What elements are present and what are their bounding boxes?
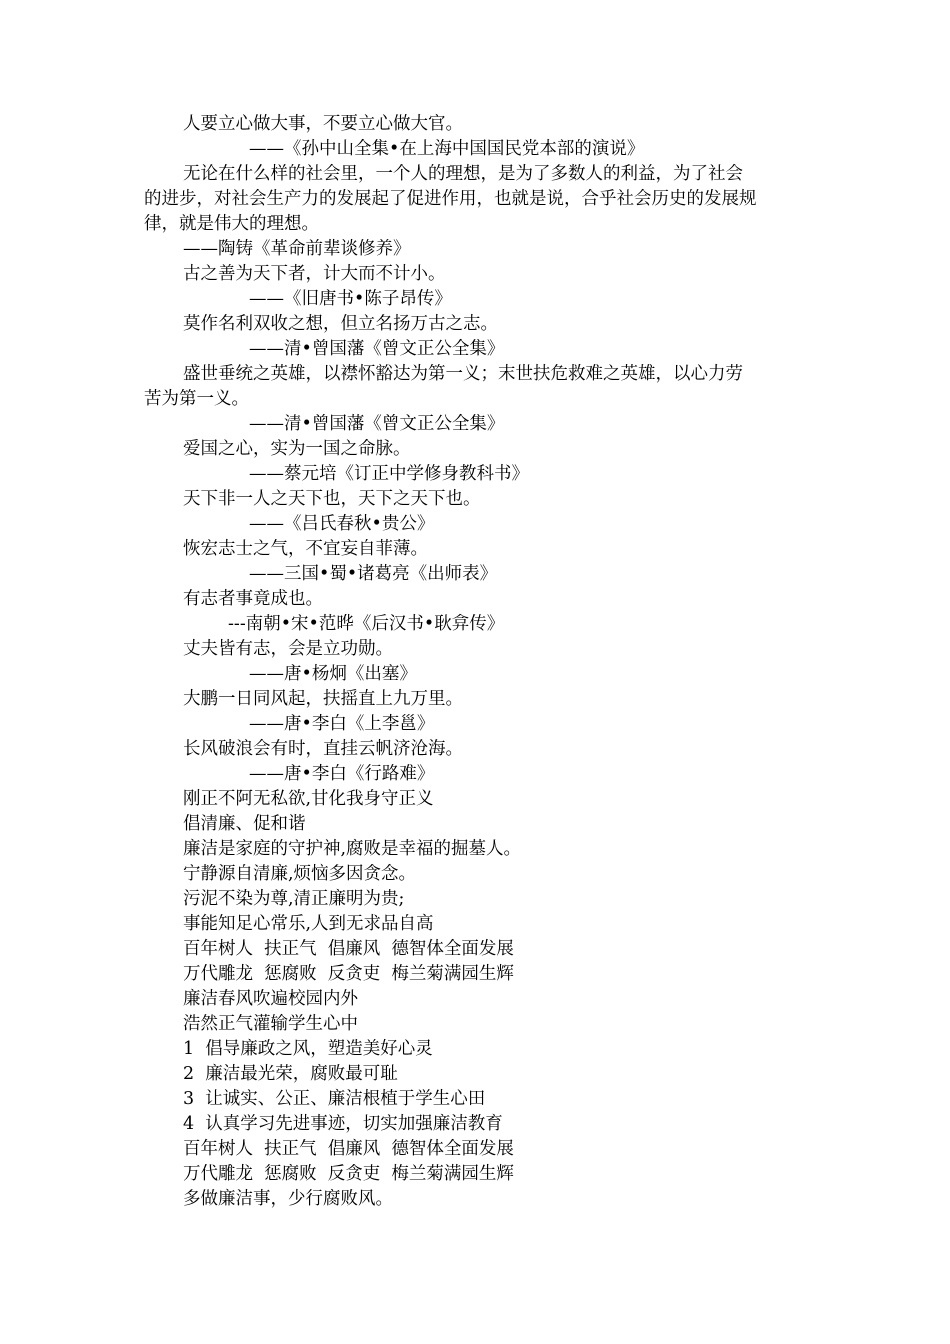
quote-line: 古之善为天下者，计大而不计小。: [183, 264, 446, 284]
quote-line: 莫作名利双收之想，但立名扬万古之志。: [183, 314, 498, 334]
quote-line: 刚正不阿无私欲,甘化我身守正义: [183, 789, 434, 809]
source-attribution: ——三国•蜀•诸葛亮《出师表》: [249, 564, 498, 584]
source-attribution: ——唐•杨炯《出塞》: [249, 664, 417, 684]
quote-line: 廉洁春风吹遍校园内外: [183, 989, 358, 1009]
quote-line: 丈夫皆有志，会是立功勋。: [183, 639, 393, 659]
quote-line: 3 让诚实、公正、廉洁根植于学生心田: [183, 1089, 486, 1109]
quote-line: 爱国之心，实为一国之命脉。: [183, 439, 411, 459]
document-body: [0, 112, 950, 1212]
quote-line: 宁静源自清廉,烦恼多因贪念。: [183, 864, 417, 884]
source-attribution: ——蔡元培《订正中学修身教科书》: [249, 464, 529, 484]
source-attribution: ——唐•李白《上李邕》: [249, 714, 435, 734]
quote-line: 4 认真学习先进事迹，切实加强廉洁教育: [183, 1114, 503, 1134]
quote-line: 天下非一人之天下也，天下之天下也。: [183, 489, 481, 509]
quote-line: 人要立心做大事，不要立心做大官。: [183, 114, 463, 134]
paragraph-text: 无论在什么样的社会里，一个人的理想，是为了多数人的利益，为了社会的进步，对社会生产力的发展起了促进作用，也就是说，合乎社会历史的发展规律，就是伟大的理想。: [144, 164, 757, 234]
quote-line: 万代雕龙 惩腐败 反贪吏 梅兰菊满园生辉: [183, 1164, 514, 1184]
source-attribution: ——《旧唐书•陈子昂传》: [249, 289, 452, 309]
quote-line: 万代雕龙 惩腐败 反贪吏 梅兰菊满园生辉: [183, 964, 514, 984]
quote-line: 1 倡导廉政之风，塑造美好心灵: [183, 1039, 433, 1059]
quote-line: 有志者事竟成也。: [183, 589, 323, 609]
quote-line: 污泥不染为尊,清正廉明为贵;: [183, 889, 405, 909]
quote-line: 事能知足心常乐,人到无求品自高: [183, 914, 434, 934]
source-attribution: ——唐•李白《行路难》: [249, 764, 435, 784]
quote-line: 多做廉洁事，少行腐败风。: [183, 1189, 393, 1209]
quote-line: 廉洁是家庭的守护神,腐败是幸福的掘墓人。: [183, 839, 522, 859]
quote-line: 大鹏一日同风起，扶摇直上九万里。: [183, 689, 463, 709]
quote-line: 倡清廉、促和谐: [183, 814, 306, 834]
source-attribution: ——《孙中山全集•在上海中国国民党本部的演说》: [249, 139, 645, 159]
source-attribution: ——清•曾国藩《曾文正公全集》: [249, 414, 505, 434]
quote-line: 浩然正气灌输学生心中: [183, 1014, 358, 1034]
quote-line: 百年树人 扶正气 倡廉风 德智体全面发展: [183, 939, 514, 959]
source-attribution: ——清•曾国藩《曾文正公全集》: [249, 339, 505, 359]
source-attribution: ---南朝•宋•范晔《后汉书•耿弇传》: [228, 614, 505, 634]
source-attribution: ——陶铸《革命前辈谈修养》: [183, 239, 411, 259]
quote-line: 恢宏志士之气，不宜妄自菲薄。: [183, 539, 428, 559]
quote-line: 百年树人 扶正气 倡廉风 德智体全面发展: [183, 1139, 514, 1159]
quote-line: 长风破浪会有时，直挂云帆济沧海。: [183, 739, 463, 759]
source-attribution: ——《吕氏春秋•贵公》: [249, 514, 435, 534]
paragraph-text: 盛世垂统之英雄，以襟怀豁达为第一义；末世扶危救难之英雄，以心力劳苦为第一义。: [144, 364, 743, 409]
quote-line: 2 廉洁最光荣，腐败最可耻: [183, 1064, 398, 1084]
